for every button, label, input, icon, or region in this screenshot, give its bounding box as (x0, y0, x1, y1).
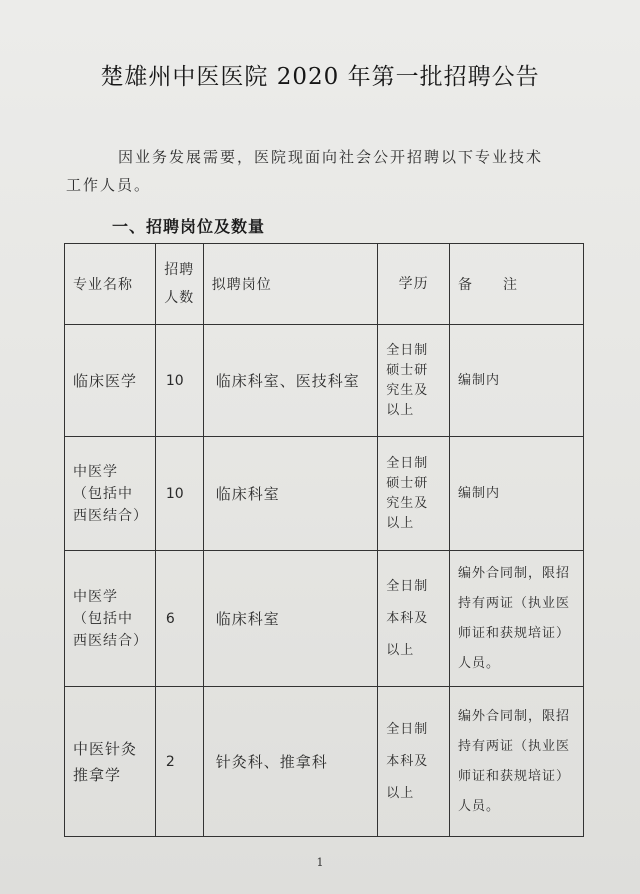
cell-education: 全日制硕士研究生及以上 (378, 437, 450, 551)
cell-count: 10 (155, 437, 203, 551)
cell-major: 临床医学 (65, 325, 156, 437)
cell-post: 针灸科、推拿科 (203, 687, 378, 837)
header-count: 招聘人数 (155, 244, 203, 325)
cell-education: 全日制本科及以上 (378, 551, 450, 687)
cell-count: 2 (155, 687, 203, 837)
page-title: 楚雄州中医医院 2020 年第一批招聘公告 (100, 64, 540, 90)
page-number: 1 (316, 856, 324, 869)
cell-note: 编制内 (450, 437, 584, 551)
cell-post: 临床科室、医技科室 (203, 325, 378, 437)
table-row (65, 437, 584, 551)
cell-major: 中医针灸推拿学 (65, 687, 156, 837)
header-major: 专业名称 (65, 244, 156, 325)
recruitment-table (64, 243, 584, 837)
intro-line-1: 因业务发展需要，医院现面向社会公开招聘以下专业技术 (118, 148, 544, 166)
header-note: 备 注 (450, 244, 584, 325)
cell-note: 编制内 (450, 325, 584, 437)
cell-major: 中医学（包括中西医结合） (65, 551, 156, 687)
cell-note: 编外合同制，限招持有两证（执业医师证和获规培证）人员。 (450, 687, 584, 837)
cell-count: 10 (155, 325, 203, 437)
table-row (65, 325, 584, 437)
section-heading: 一、招聘岗位及数量 (112, 217, 266, 236)
table-row (65, 687, 584, 837)
header-post: 拟聘岗位 (203, 244, 378, 325)
header-education: 学历 (378, 244, 450, 325)
cell-note: 编外合同制，限招持有两证（执业医师证和获规培证）人员。 (450, 551, 584, 687)
intro-line-2: 工作人员。 (66, 176, 152, 194)
cell-post: 临床科室 (203, 551, 378, 687)
table-row (65, 551, 584, 687)
cell-major: 中医学（包括中西医结合） (65, 437, 156, 551)
table-header-row (65, 244, 584, 325)
cell-education: 全日制本科及以上 (378, 687, 450, 837)
cell-count: 6 (155, 551, 203, 687)
cell-post: 临床科室 (203, 437, 378, 551)
cell-education: 全日制硕士研究生及以上 (378, 325, 450, 437)
